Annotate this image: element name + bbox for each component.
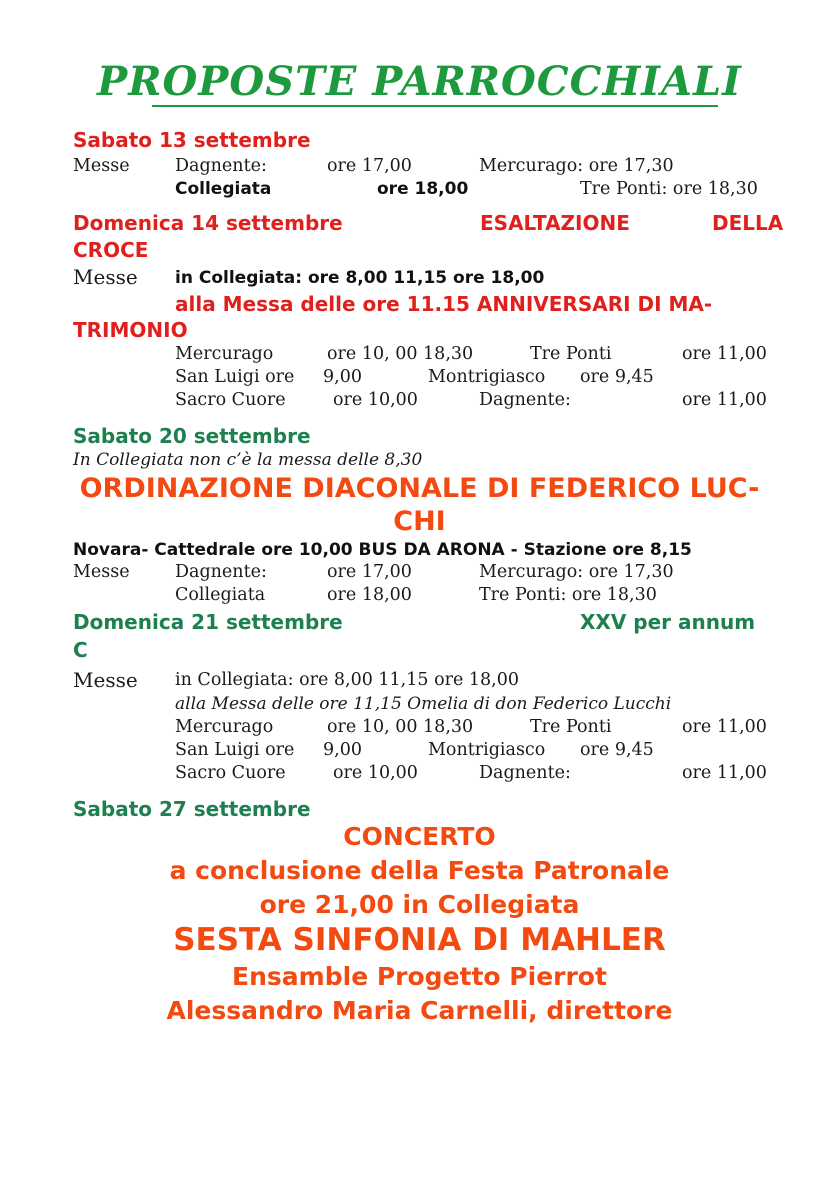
mercurago-label: Mercurago	[175, 717, 274, 737]
della-label: DELLA	[712, 211, 784, 235]
concerto-time: ore 21,00 in Collegiata	[259, 890, 580, 919]
messe-label: Messe	[73, 668, 138, 692]
section-heading-domenica-21: Domenica 21 settembre	[73, 610, 343, 634]
dagnente-label: Dagnente:	[175, 562, 267, 582]
mercurago-time: Mercurago: ore 17,30	[479, 156, 674, 176]
montrigiasco-time: ore 9,45	[580, 367, 654, 387]
collegiata-time: ore 18,00	[377, 179, 469, 199]
concerto-program: SESTA SINFONIA DI MAHLER	[173, 922, 666, 958]
treponti-time: Tre Ponti: ore 18,30	[580, 179, 758, 199]
anniversari-line-1: alla Messa delle ore 11.15 ANNIVERSARI DI MA-	[175, 292, 713, 316]
mercurago-time: ore 10, 00 18,30	[327, 344, 474, 364]
dagnente-label: Dagnente:	[479, 390, 571, 410]
dagnente-time: ore 17,00	[327, 156, 412, 176]
concerto-subtitle: a conclusione della Festa Patronale	[169, 856, 670, 885]
messe-label: Messe	[73, 265, 138, 289]
xxv-per-annum: XXV per annum	[580, 610, 756, 634]
anniversari-line-2: TRIMONIO	[73, 318, 188, 342]
montrigiasco-label: Montrigiasco	[428, 367, 546, 387]
section-heading-sabato-27: Sabato 27 settembre	[73, 797, 311, 821]
messe-label: Messe	[73, 156, 130, 176]
dagnente-label: Dagnente:	[175, 156, 267, 176]
mercurago-label: Mercurago	[175, 344, 274, 364]
montrigiasco-time: ore 9,45	[580, 740, 654, 760]
croce-label: CROCE	[73, 238, 149, 262]
ordinazione-line-1: ORDINAZIONE DIACONALE DI FEDERICO LUC-	[79, 473, 760, 504]
montrigiasco-label: Montrigiasco	[428, 740, 546, 760]
collegiata-times: in Collegiata: ore 8,00 11,15 ore 18,00	[175, 670, 519, 690]
sanluigi-time: 9,00	[323, 367, 362, 387]
collegiata-label: Collegiata	[175, 179, 272, 199]
sanluigi-time: 9,00	[323, 740, 362, 760]
section-heading-sabato-13: Sabato 13 settembre	[73, 128, 311, 152]
title-underline	[152, 105, 718, 107]
collegiata-note: In Collegiata non c’è la messa delle 8,30	[73, 450, 423, 470]
liturgical-year-c: C	[73, 638, 88, 662]
concerto-director: Alessandro Maria Carnelli, direttore	[166, 996, 673, 1025]
sacrocuore-label: Sacro Cuore	[175, 390, 286, 410]
collegiata-label: Collegiata	[175, 585, 266, 605]
treponti-label: Tre Ponti	[530, 717, 612, 737]
treponti-label: Tre Ponti	[530, 344, 612, 364]
treponti-time: Tre Ponti: ore 18,30	[479, 585, 657, 605]
dagnente-label: Dagnente:	[479, 763, 571, 783]
page-title: PROPOSTE PARROCCHIALI	[97, 58, 742, 105]
section-heading-domenica-14: Domenica 14 settembre	[73, 211, 343, 235]
sanluigi-label: San Luigi ore	[175, 367, 295, 387]
mercurago-time: Mercurago: ore 17,30	[479, 562, 674, 582]
ordinazione-line-2: CHI	[393, 506, 446, 537]
treponti-time: ore 11,00	[682, 717, 767, 737]
concerto-title: CONCERTO	[343, 822, 496, 851]
novara-bus-info: Novara- Cattedrale ore 10,00 BUS DA ARONA - Stazione ore 8,15	[73, 540, 692, 560]
sacrocuore-time: ore 10,00	[333, 390, 418, 410]
sanluigi-label: San Luigi ore	[175, 740, 295, 760]
section-heading-sabato-20: Sabato 20 settembre	[73, 424, 311, 448]
dagnente-time: ore 17,00	[327, 562, 412, 582]
concerto-ensemble: Ensamble Progetto Pierrot	[232, 962, 607, 991]
collegiata-times: in Collegiata: ore 8,00 11,15 ore 18,00	[175, 268, 545, 288]
dagnente-time: ore 11,00	[682, 763, 767, 783]
sacrocuore-time: ore 10,00	[333, 763, 418, 783]
treponti-time: ore 11,00	[682, 344, 767, 364]
mercurago-time: ore 10, 00 18,30	[327, 717, 474, 737]
dagnente-time: ore 11,00	[682, 390, 767, 410]
esaltazione-label: ESALTAZIONE	[480, 211, 630, 235]
sacrocuore-label: Sacro Cuore	[175, 763, 286, 783]
omelia-note: alla Messa delle ore 11,15 Omelia di don Federico Lucchi	[175, 694, 672, 714]
collegiata-time: ore 18,00	[327, 585, 412, 605]
messe-label: Messe	[73, 562, 130, 582]
